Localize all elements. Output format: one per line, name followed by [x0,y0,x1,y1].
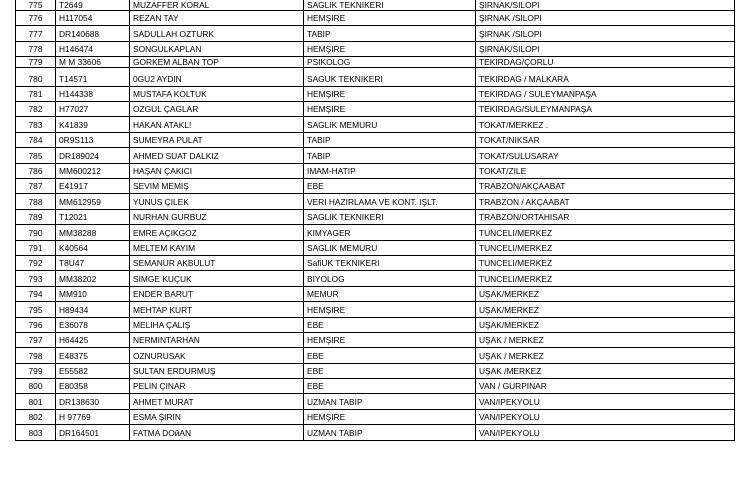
person-name-cell: SULTAN ERDURMUŞ [130,363,304,378]
job-title-cell: TABIP [304,26,476,41]
registry-id-cell: E41917 [56,179,130,194]
person-name-cell: 0GU2 AYDIN [130,67,304,86]
person-name-cell: MUZAFFER KORAL [130,0,304,11]
registry-id-cell: M M 33606 [56,57,130,68]
registry-id-cell: H144338 [56,86,130,101]
location-cell: VAN/IPEKYOLU [476,425,735,440]
table-row [16,379,735,394]
registry-id-cell: T14571 [56,67,130,86]
row-number-cell: 787 [16,179,56,194]
registry-id-cell: H89434 [56,302,130,317]
row-number-cell: 780 [16,67,56,86]
person-name-cell: MEHTAP KURT [130,302,304,317]
location-cell: ŞIRNAK/SILOPI [476,41,735,56]
table-row [16,255,735,270]
job-title-cell: EBE [304,379,476,394]
table-row [16,348,735,363]
job-title-cell: SafiUK TEKNIKERI [304,255,476,270]
location-cell: VAN/IPEKYOLU [476,409,735,424]
table-row [16,302,735,317]
registry-id-cell: H77027 [56,102,130,117]
location-cell: TUNCELI/MERKEZ [476,225,735,240]
job-title-cell: KIMYAGER [304,225,476,240]
person-name-cell: PELIN ÇINAR [130,379,304,394]
registry-id-cell: H64425 [56,332,130,347]
person-name-cell: ESMA ŞIRIN [130,409,304,424]
registry-id-cell: MM910 [56,286,130,301]
table-row [16,148,735,163]
table-row [16,394,735,409]
location-cell: TUNCELI/MERKEZ [476,255,735,270]
registry-id-cell: 0R9S113 [56,132,130,147]
row-number-cell: 803 [16,425,56,440]
registry-id-cell: MM600212 [56,163,130,178]
row-number-cell: 785 [16,148,56,163]
job-title-cell: EBE [304,363,476,378]
registry-id-cell: E48375 [56,348,130,363]
location-cell: TRABZON / AKÇAABAT [476,194,735,209]
table-row [16,194,735,209]
registry-id-cell: H 97769 [56,409,130,424]
table-row [16,425,735,440]
location-cell: TEKIRDAG / SULEYMANPAŞA [476,86,735,101]
row-number-cell: 778 [16,41,56,56]
registry-id-cell: MM38202 [56,271,130,286]
job-title-cell: EBE [304,348,476,363]
location-cell: TEKIRDAG/SULEYMANPAŞA [476,102,735,117]
location-cell: ŞIRNAK/SILOPI [476,0,735,11]
person-name-cell: HAKAN ATAKL! [130,117,304,132]
table-row [16,132,735,147]
person-name-cell: ENDER BARUT [130,286,304,301]
registry-id-cell: DR140688 [56,26,130,41]
registry-id-cell: T2649 [56,0,130,11]
registry-id-cell: E36078 [56,317,130,332]
location-cell: UŞAK / MERKEZ [476,332,735,347]
location-cell: TRABZON/AKÇAABAT [476,179,735,194]
person-name-cell: MELIHA ÇALIŞ [130,317,304,332]
person-name-cell: AHMET MURAT [130,394,304,409]
location-cell: TOKAT/NIKSAR [476,132,735,147]
person-name-cell: OZNURUSAK [130,348,304,363]
job-title-cell: IMAM-HATIP [304,163,476,178]
table-row [16,240,735,255]
registry-id-cell: DR189024 [56,148,130,163]
person-name-cell: NERMINTARHAN [130,332,304,347]
table-row [16,271,735,286]
row-number-cell: 777 [16,26,56,41]
table-row [16,225,735,240]
job-title-cell: TABIP [304,132,476,147]
location-cell: TUNCELI/MERKEZ [476,271,735,286]
person-name-cell: YUNUS ÇILEK [130,194,304,209]
row-number-cell: 776 [16,11,56,26]
table-row [16,409,735,424]
job-title-cell: SAGLIK TEKNIKERI [304,209,476,224]
person-name-cell: SONGULKAPLAN [130,41,304,56]
row-number-cell: 802 [16,409,56,424]
job-title-cell: BIYOLOG [304,271,476,286]
row-number-cell: 790 [16,225,56,240]
row-number-cell: 794 [16,286,56,301]
table-row [16,163,735,178]
row-number-cell: 775 [16,0,56,11]
row-number-cell: 797 [16,332,56,347]
table-row [16,317,735,332]
person-name-cell: MUSTAFA KOLTUK [130,86,304,101]
registry-id-cell: DR164501 [56,425,130,440]
person-name-cell: HAŞAN ÇAKICI [130,163,304,178]
table-row [16,26,735,41]
table-row [16,67,735,86]
job-title-cell: MEMUR [304,286,476,301]
location-cell: TUNCELI/MERKEZ [476,240,735,255]
location-cell: UŞAK /MERKEZ [476,363,735,378]
job-title-cell: SAGLIK MEMURU [304,117,476,132]
person-name-cell: REZAN TAY [130,11,304,26]
table-row [16,209,735,224]
row-number-cell: 798 [16,348,56,363]
registry-id-cell: K40564 [56,240,130,255]
registry-id-cell: E55582 [56,363,130,378]
registry-id-cell: DR138630 [56,394,130,409]
job-title-cell: SAGUK TEKNIKERI [304,67,476,86]
job-title-cell: SAGLIK MEMURU [304,240,476,255]
job-title-cell: EBE [304,179,476,194]
table-row [16,57,735,68]
row-number-cell: 789 [16,209,56,224]
table-row [16,117,735,132]
personnel-table [15,0,735,441]
job-title-cell: HEMŞIRE [304,11,476,26]
table-row [16,179,735,194]
location-cell: VAN/IPEKYOLU [476,394,735,409]
job-title-cell: TABIP [304,148,476,163]
location-cell: UŞAK/MERKEZ [476,286,735,301]
row-number-cell: 792 [16,255,56,270]
person-name-cell: GORKEM ALBAN TOP [130,57,304,68]
job-title-cell: HEMŞIRE [304,302,476,317]
row-number-cell: 786 [16,163,56,178]
job-title-cell: HEMŞIRE [304,86,476,101]
row-number-cell: 800 [16,379,56,394]
job-title-cell: HEMŞIRE [304,332,476,347]
personnel-table-sheet [15,0,734,441]
row-number-cell: 784 [16,132,56,147]
row-number-cell: 781 [16,86,56,101]
location-cell: ŞIRNAK /SILOPI [476,26,735,41]
job-title-cell: HEMŞIRE [304,41,476,56]
registry-id-cell: MM38288 [56,225,130,240]
person-name-cell: SEMANUR AKBULUT [130,255,304,270]
registry-id-cell: T8U47 [56,255,130,270]
registry-id-cell: T12021 [56,209,130,224]
row-number-cell: 799 [16,363,56,378]
table-row [16,11,735,26]
row-number-cell: 791 [16,240,56,255]
job-title-cell: PSIKOLOG [304,57,476,68]
location-cell: UŞAK / MERKEZ [476,348,735,363]
location-cell: TOKAT/ZILE [476,163,735,178]
personnel-table-body [16,0,735,440]
location-cell: TRABZON/ORTAHISAR [476,209,735,224]
job-title-cell: HEMŞIRE [304,102,476,117]
row-number-cell: 796 [16,317,56,332]
registry-id-cell: MM612959 [56,194,130,209]
person-name-cell: OZGUL ÇAGLAR [130,102,304,117]
registry-id-cell: H117054 [56,11,130,26]
registry-id-cell: E80358 [56,379,130,394]
job-title-cell: VERI HAZIRLAMA VE KONT. IŞLT. [304,194,476,209]
table-row [16,286,735,301]
table-row [16,102,735,117]
person-name-cell: EMRE AÇIKGOZ [130,225,304,240]
person-name-cell: SIMGE KUÇUK [130,271,304,286]
person-name-cell: SUMEYRA PULAT [130,132,304,147]
row-number-cell: 795 [16,302,56,317]
location-cell: TOKAT/SULUSARAY [476,148,735,163]
person-name-cell: SADULLAH OZTURK [130,26,304,41]
person-name-cell: FATMA DOйAN [130,425,304,440]
person-name-cell: AHMED SUAT DALKIZ [130,148,304,163]
row-number-cell: 783 [16,117,56,132]
table-row [16,86,735,101]
table-row [16,332,735,347]
job-title-cell: UZMAN TABIP [304,425,476,440]
registry-id-cell: H146474 [56,41,130,56]
location-cell: UŞAK/MERKEZ [476,302,735,317]
row-number-cell: 779 [16,57,56,68]
registry-id-cell: K41839 [56,117,130,132]
job-title-cell: HEMŞIRE [304,409,476,424]
table-row [16,0,735,11]
job-title-cell: UZMAN TABIP [304,394,476,409]
location-cell: TEKIRDAG/ÇORLU [476,57,735,68]
job-title-cell: SAGLIK TEKNIKERI [304,0,476,11]
person-name-cell: MELTEM KAYIM [130,240,304,255]
person-name-cell: SEVIM MEMIŞ [130,179,304,194]
job-title-cell: EBE [304,317,476,332]
location-cell: TEKIRDAG / MALKARA [476,67,735,86]
location-cell: ŞIRNAK /SILOPI [476,11,735,26]
location-cell: UŞAK/MERKEZ [476,317,735,332]
row-number-cell: 782 [16,102,56,117]
table-row [16,41,735,56]
row-number-cell: 793 [16,271,56,286]
row-number-cell: 801 [16,394,56,409]
location-cell: VAN / GURPINAR [476,379,735,394]
row-number-cell: 788 [16,194,56,209]
person-name-cell: NURHAN GURBUZ [130,209,304,224]
table-row [16,363,735,378]
location-cell: TOKAT/MERKEZ . [476,117,735,132]
